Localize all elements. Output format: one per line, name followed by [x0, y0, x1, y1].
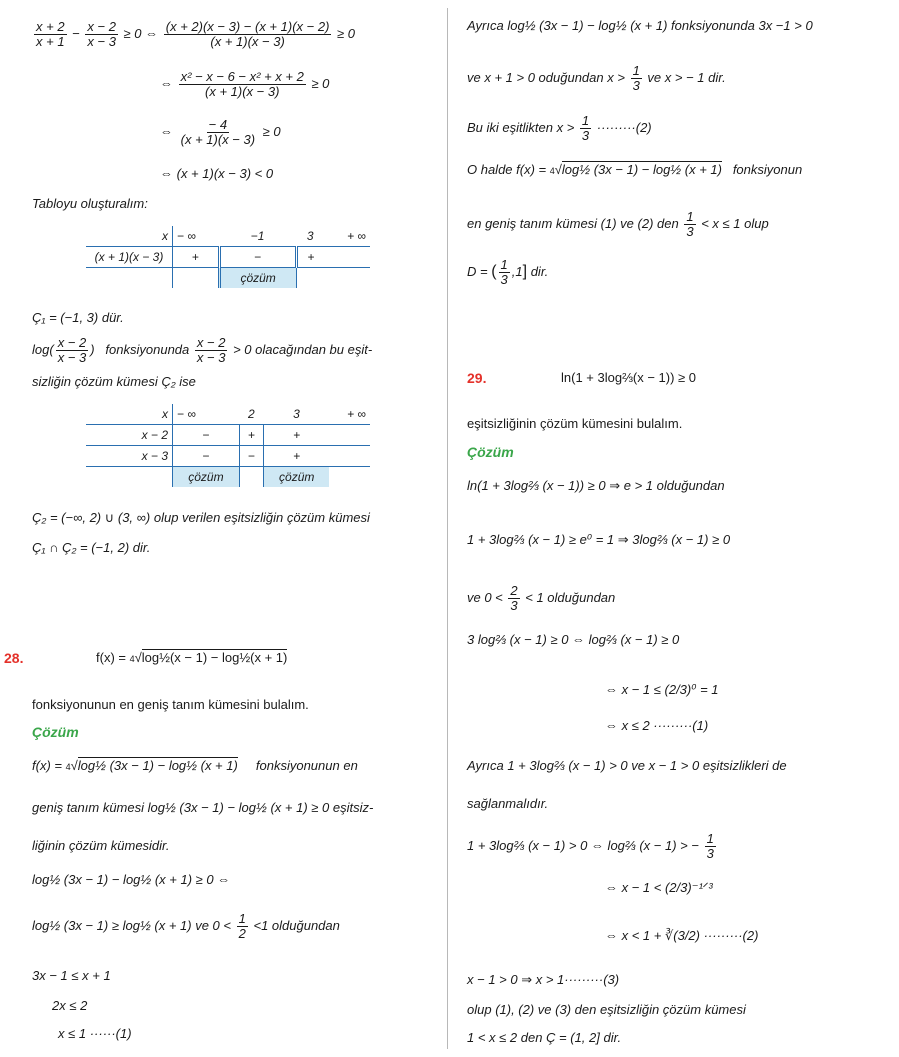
a7-line: Ayrıca 1 + 3log⅔ (x − 1) > 0 ve x − 1 > 0 eşitsizlikleri de: [467, 758, 787, 773]
frac: $\frac{x - 2}{x - 3}$: [87, 19, 116, 49]
r2-line: ve x + 1 > 0 oduğundan x > $\frac{1}{3}$ ve x > − 1 dir.: [467, 63, 726, 93]
c1-text: Ç₁ = (−1, 3) dür.: [32, 310, 124, 325]
a12-line: x − 1 > 0 ⇒ x > 1·········(3): [467, 972, 620, 987]
s3-line: liğinin çözüm kümesidir.: [32, 838, 170, 853]
ineq: ≥ 0 ⇔: [123, 25, 159, 41]
sign-table-1: x − ∞ −1 3 + ∞ (x + 1)(x − 3) + − + çözüm: [86, 226, 370, 288]
q28-expr: f(x) = 4√log½(x − 1) − log½(x + 1): [96, 650, 288, 665]
c2-text: Ç₂ = (−∞, 2) ∪ (3, ∞) olup verilen eşitsizliğin çözüm kümesi: [32, 510, 370, 525]
sizlik-text: sizliğin çözüm kümesi Ç₂ ise: [32, 374, 196, 389]
frac: $\frac{x + 2}{x + 1}$: [36, 19, 65, 49]
a4-line: 3 log⅔ (x − 1) ≥ 0 ⇔ log⅔ (x − 1) ≥ 0: [467, 632, 680, 647]
cozum-cell: çözüm: [173, 467, 240, 488]
s2-line: geniş tanım kümesi log½ (3x − 1) − log½ (x + 1) ≥ 0 eşitsiz-: [32, 800, 374, 815]
column-divider: [447, 8, 448, 1049]
tablo-text: Tabloyu oluşturalım:: [32, 196, 148, 211]
q29-text: eşitsizliğinin çözüm kümesini bulalım.: [467, 416, 683, 431]
eq-line-2: ⇔ $\frac{\text{x² − x − 6 − x² + x + 2}}{(x + 1)(x - 3)}$ ≥ 0: [160, 69, 330, 99]
s4-line: log½ (3x − 1) − log½ (x + 1) ≥ 0 ⇔: [32, 872, 231, 887]
frac: $\frac{(x + 2)(x - 3) - (x + 1)(x - 2)}{(x + 1)(x - 3)}$: [165, 19, 330, 49]
r1-line: Ayrıca log½ (3x − 1) − log½ (x + 1) fonksiyonunda 3x −1 > 0: [467, 18, 813, 33]
s5-line: log½ (3x − 1) ≥ log½ (x + 1) ve 0 < $\frac{1}{2}$ <1 olduğundan: [32, 911, 340, 941]
r4-line: O halde f(x) = 4√log½ (3x − 1) − log½ (x + 1) fonksiyonun: [467, 162, 803, 177]
a10-line: ⇔ x − 1 < (2/3)⁻¹ᐟ³: [605, 880, 713, 895]
q28-text: fonksiyonunun en geniş tanım kümesini bulalım.: [32, 697, 309, 712]
c3-text: Ç₁ ∩ Ç₂ = (−1, 2) dir.: [32, 540, 151, 555]
log-line: log( $\frac{x - 2}{x - 3}$ ) fonksiyonunda $\frac{x - 2}{x - 3}$ > 0 olacağından bu eşit-: [32, 335, 373, 365]
question-number-29: 29.: [467, 370, 487, 386]
r3-line: Bu iki eşitlikten x > $\frac{1}{3}$ ·········(2): [467, 113, 652, 143]
a1-line: ln(1 + 3log⅔ (x − 1)) ≥ 0 ⇒ e > 1 olduğundan: [467, 478, 725, 493]
eq-line-3: ⇔ $\frac{- 4}{(x + 1)(x - 3)}$ ≥ 0: [160, 117, 281, 147]
a11-line: ⇔ x < 1 + ∛(3/2) ·········(2): [605, 928, 759, 943]
a6-line: ⇔ x ≤ 2 ·········(1): [605, 718, 709, 733]
eq-line-1: $\frac{x + 2}{x + 1}$ − $\frac{x - 2}{x - 3}$ ≥ 0 ⇔ $\frac{(x + 2)(x - 3) - (x + 1)(x - 2)}{(x + 1)(x - 3)}$ ≥ 0: [36, 19, 356, 49]
eq-line-4: ⇔ (x + 1)(x − 3) < 0: [160, 166, 274, 181]
q29-expr: ln(1 + 3log⅔(x − 1)) ≥ 0: [561, 370, 697, 385]
a9-line: 1 + 3log⅔ (x − 1) > 0 ⇔ log⅔ (x − 1) > − $\frac{1}{3}$: [467, 831, 714, 861]
cozum-cell: çözüm: [263, 467, 329, 488]
sign-table-2: x − ∞ 2 3 + ∞ x − 2 − + + x − 3 − − + çözüm çözüm: [86, 404, 370, 487]
a5-line: ⇔ x − 1 ≤ (2/3)⁰ = 1: [605, 682, 719, 697]
cozum-heading: Çözüm: [467, 444, 514, 460]
s6-line: 3x − 1 ≤ x + 1: [32, 968, 111, 983]
a14-line: 1 < x ≤ 2 den Ç = (1, 2] dir.: [467, 1030, 622, 1045]
a3-line: ve 0 < $\frac{2}{3}$ < 1 olduğundan: [467, 583, 616, 613]
right-column: [455, 0, 899, 1057]
a2-line: 1 + 3log⅔ (x − 1) ≥ e⁰ = 1 ⇒ 3log⅔ (x − 1) ≥ 0: [467, 532, 731, 547]
question-number-28: 28.: [4, 650, 24, 666]
s7-line: 2x ≤ 2: [52, 998, 88, 1013]
s1-line: f(x) = 4√log½ (3x − 1) − log½ (x + 1) fonksiyonunun en: [32, 758, 358, 773]
s8-line: x ≤ 1 ······(1): [58, 1026, 132, 1041]
cozum-heading: Çözüm: [32, 724, 79, 740]
left-column: [0, 0, 440, 1057]
r5-line: en geniş tanım kümesi (1) ve (2) den $\frac{1}{3}$ < x ≤ 1 olup: [467, 209, 769, 239]
cozum-cell: çözüm: [219, 268, 296, 289]
a13-line: olup (1), (2) ve (3) den eşitsizliğin çözüm kümesi: [467, 1002, 746, 1017]
a8-line: sağlanmalıdır.: [467, 796, 549, 811]
r6-line: D = ( $\frac{1}{3}$ ,1] dir.: [467, 257, 549, 287]
